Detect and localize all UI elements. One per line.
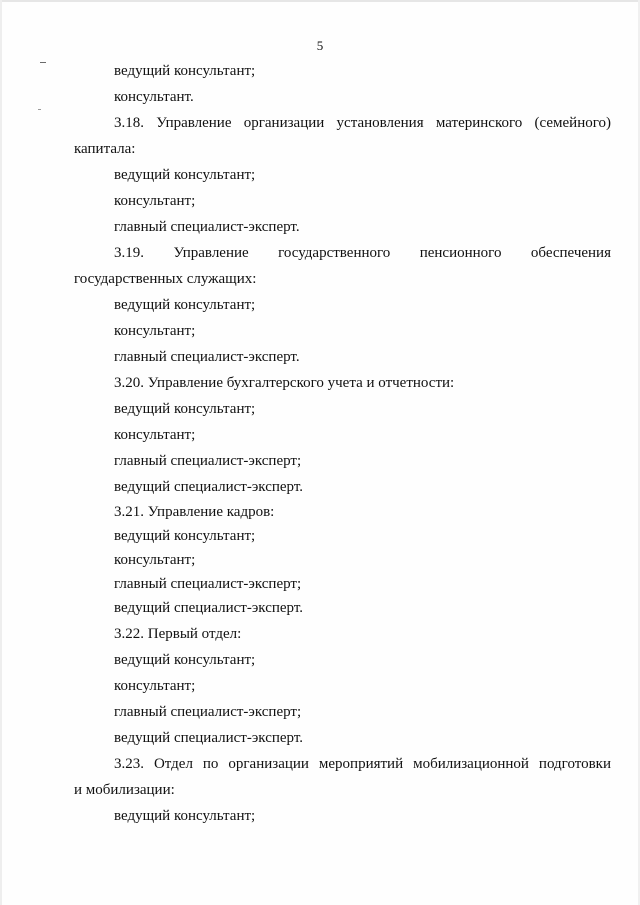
- position-line: консультант;: [114, 427, 196, 443]
- position-line: ведущий консультант;: [114, 808, 256, 824]
- scan-mark: [38, 109, 41, 110]
- section-heading-3-21: 3.21. Управление кадров:: [114, 504, 275, 520]
- section-heading-3-23-continuation: и мобилизации:: [74, 782, 175, 798]
- position-line: главный специалист-эксперт;: [114, 576, 302, 592]
- position-line: ведущий консультант;: [114, 401, 256, 417]
- scan-edge-top: [0, 0, 640, 2]
- position-line: главный специалист-эксперт;: [114, 453, 302, 469]
- position-line: ведущий консультант;: [114, 63, 256, 79]
- scan-mark: [40, 62, 46, 63]
- position-line: консультант;: [114, 193, 196, 209]
- position-line: ведущий консультант;: [114, 652, 256, 668]
- position-line: главный специалист-эксперт;: [114, 704, 302, 720]
- page-number: 5: [316, 38, 324, 53]
- position-line: главный специалист-эксперт.: [114, 219, 300, 235]
- section-heading-3-19: 3.19. Управление государственного пенсионного обеспечения: [114, 245, 611, 261]
- position-line: главный специалист-эксперт.: [114, 349, 300, 365]
- position-line: ведущий консультант;: [114, 528, 256, 544]
- position-line: ведущий консультант;: [114, 297, 256, 313]
- position-line: ведущий специалист-эксперт.: [114, 600, 304, 616]
- scan-edge-left: [0, 0, 2, 905]
- position-line: консультант.: [114, 89, 194, 105]
- position-line: консультант;: [114, 323, 196, 339]
- section-heading-3-22: 3.22. Первый отдел:: [114, 626, 242, 642]
- position-line: консультант;: [114, 678, 196, 694]
- position-line: ведущий консультант;: [114, 167, 256, 183]
- section-heading-3-19-continuation: государственных служащих:: [74, 271, 257, 287]
- position-line: ведущий специалист-эксперт.: [114, 730, 304, 746]
- section-heading-3-18: 3.18. Управление организации установления материнского (семейного): [114, 115, 611, 131]
- section-heading-3-18-continuation: капитала:: [74, 141, 136, 157]
- position-line: консультант;: [114, 552, 196, 568]
- section-heading-3-23: 3.23. Отдел по организации мероприятий мобилизационной подготовки: [114, 756, 611, 772]
- position-line: ведущий специалист-эксперт.: [114, 479, 304, 495]
- section-heading-3-20: 3.20. Управление бухгалтерского учета и отчетности:: [114, 375, 455, 391]
